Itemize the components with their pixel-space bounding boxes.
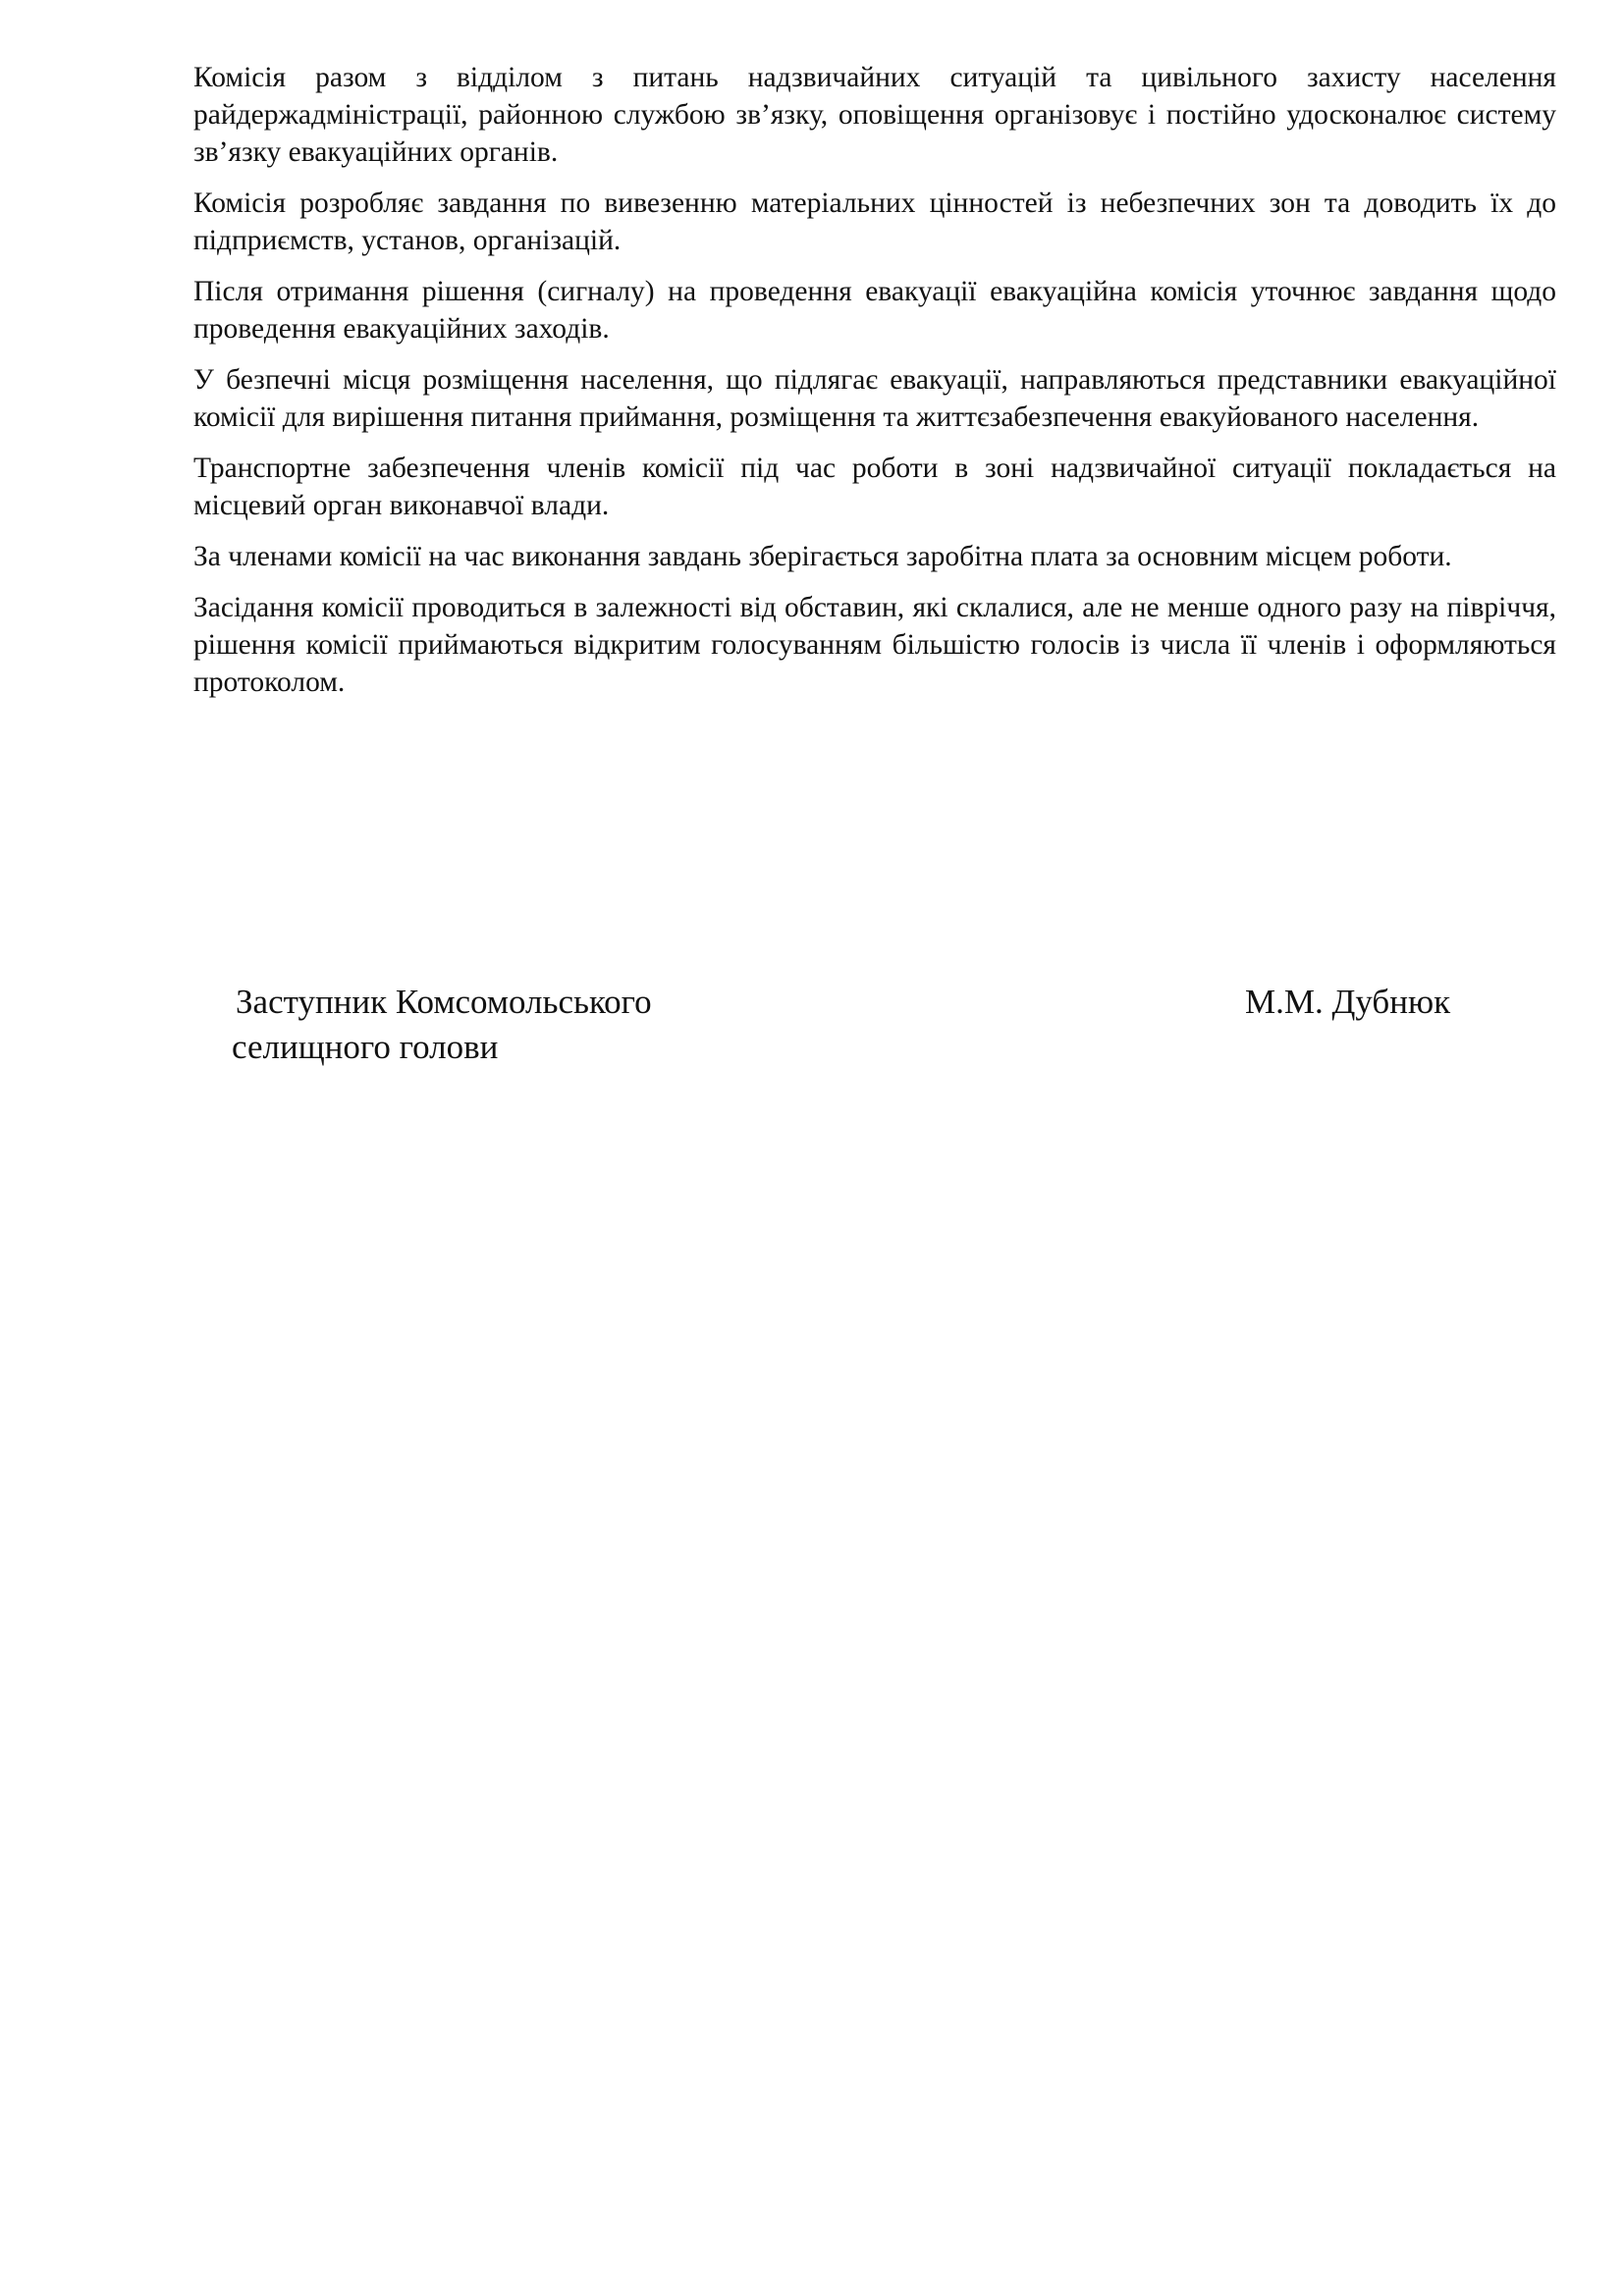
paragraph-safe-places: У безпечні місця розміщення населення, що підлягає евакуації, направляються представники евакуаційної комісії для вирішення питання приймання, розміщення та життєзабезпечення евакуйованого населення. — [193, 364, 1556, 433]
signature-position — [232, 980, 652, 1070]
paragraph-salary: За членами комісії на час виконання завдань зберігається заробітна плата за основним місцем роботи. — [193, 541, 1452, 572]
document-body — [193, 59, 1556, 715]
paragraph-transport: Транспортне забезпечення членів комісії під час роботи в зоні надзвичайної ситуації покладається на місцевий орган виконавчої влади. — [193, 453, 1556, 521]
signature-position-line2: селищного голови — [232, 1028, 499, 1066]
signature-position-line1: Заступник Комсомольського — [236, 983, 652, 1021]
paragraph-valuables-removal: Комісія розробляє завдання по вивезенню матеріальних цінностей із небезпечних зон та доводить їх до підприємств, установ, організацій. — [193, 187, 1556, 256]
paragraph-communication-system: Комісія разом з відділом з питань надзвичайних ситуацій та цивільного захисту населення райдержадміністрації, районною службою зв’язку, оповіщення організовує і постійно удосконалює систему зв’язку евакуаційних органів. — [193, 62, 1556, 168]
signature-name: М.М. Дубнюк — [1245, 983, 1451, 1021]
paragraph-meetings: Засідання комісії проводиться в залежності від обставин, які склалися, але не менше одного разу на півріччя, рішення комісії приймаються відкритим голосуванням більшістю голосів із числа її членів і оформляються протоколом. — [193, 592, 1556, 698]
paragraph-after-signal: Після отримання рішення (сигналу) на проведення евакуації евакуаційна комісія уточнює завдання щодо проведення евакуаційних заходів. — [193, 276, 1556, 345]
